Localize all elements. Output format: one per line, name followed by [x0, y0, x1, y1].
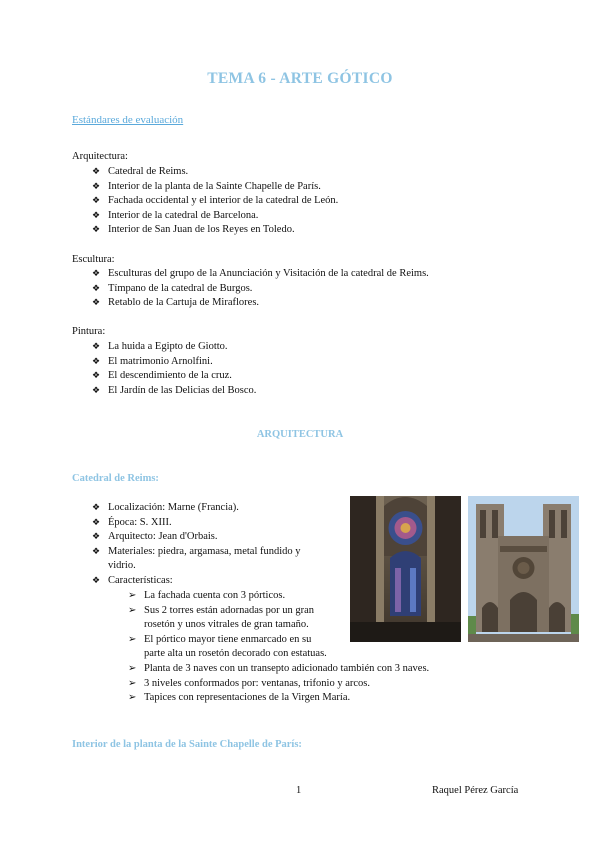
list-item: ❖ Fachada occidental y el interior de la catedral de León.: [92, 194, 338, 209]
reims-facade-photo: [468, 496, 579, 642]
list-item: ➢ Planta de 3 naves con un transepto adicionado también con 3 naves.: [128, 662, 548, 677]
list-item: ❖ Características:: [92, 574, 342, 589]
list-item: [92, 545, 342, 574]
reims-facade-image: [468, 496, 579, 642]
materiales-line-2: vidrio.: [108, 560, 136, 572]
list-item: ❖ Época: S. XIII.: [92, 516, 342, 531]
materiales-line-1: Materiales: piedra, argamasa, metal fundido y: [108, 545, 301, 557]
section-title-arquitectura: ARQUITECTURA: [256, 429, 344, 440]
list-item: ❖ El Jardín de las Delicias del Bosco.: [92, 384, 256, 399]
sainte-chapelle-title: Interior de la planta de la Sainte Chapelle de París:: [72, 739, 302, 750]
list-item: ❖ El matrimonio Arnolfini.: [92, 355, 256, 370]
page-number: 1: [296, 785, 302, 796]
arquitectura-list: [92, 165, 338, 238]
author-name: Raquel Pérez García: [432, 785, 519, 796]
pintura-heading: Pintura:: [72, 326, 106, 337]
list-item: ➢ Tapices con representaciones de la Virgen María.: [128, 691, 548, 706]
list-item: ❖ Interior de la planta de la Sainte Chapelle de París.: [92, 180, 338, 195]
page-title: TEMA 6 - ARTE GÓTICO: [207, 70, 393, 87]
c2-line-1: Sus 2 torres están adornadas por un gran: [144, 604, 314, 616]
reims-interior-photo: [350, 496, 461, 642]
list-item: ❖ Tímpano de la catedral de Burgos.: [92, 282, 429, 297]
arquitectura-heading: Arquitectura:: [72, 151, 128, 162]
reims-title: Catedral de Reims:: [72, 473, 159, 484]
c3-line-1: El pórtico mayor tiene enmarcado en su: [144, 633, 312, 645]
list-item: ❖ La huida a Egipto de Giotto.: [92, 340, 256, 355]
c3-line-2: parte alta un rosetón decorado con estatuas.: [144, 648, 327, 660]
standards-link[interactable]: Estándares de evaluación: [72, 114, 184, 126]
list-item: ❖ Interior de San Juan de los Reyes en Toledo.: [92, 223, 338, 238]
list-item: ➢ La fachada cuenta con 3 pórticos.: [128, 589, 548, 604]
list-item: ❖ Catedral de Reims.: [92, 165, 338, 180]
escultura-heading: Escultura:: [72, 254, 115, 265]
list-item: ❖ Retablo de la Cartuja de Miraflores.: [92, 296, 429, 311]
reims-list: [92, 501, 342, 589]
list-item: ❖ Arquitecto: Jean d'Orbais.: [92, 530, 342, 545]
reims-interior-image: [350, 496, 461, 642]
list-item: ➢ 3 niveles conformados por: ventanas, trifonio y arcos.: [128, 677, 548, 692]
escultura-list: [92, 267, 429, 311]
list-item: ❖ Localización: Marne (Francia).: [92, 501, 342, 516]
c2-line-2: rosetón y unos vitrales de gran tamaño.: [144, 619, 309, 631]
pintura-list: [92, 340, 256, 398]
list-item: ❖ Esculturas del grupo de la Anunciación y Visitación de la catedral de Reims.: [92, 267, 429, 282]
list-item: ❖ Interior de la catedral de Barcelona.: [92, 209, 338, 224]
list-item: ❖ El descendimiento de la cruz.: [92, 369, 256, 384]
